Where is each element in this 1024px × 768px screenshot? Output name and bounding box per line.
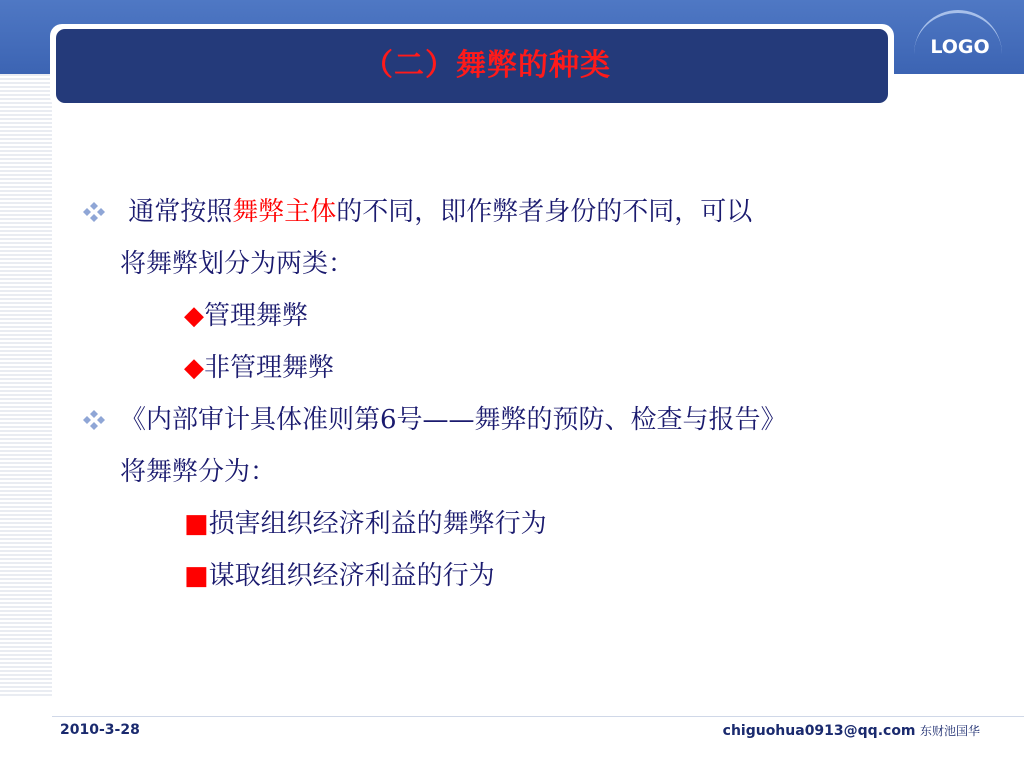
sub-item <box>80 550 980 602</box>
diamond-cluster-icon <box>80 186 110 238</box>
square-marker-icon: ■ <box>184 561 209 591</box>
highlight-text: 舞弊主体 <box>232 197 337 227</box>
bullet-text: 的不同，即作弊者身份的不同，可以 <box>336 197 753 227</box>
sub-item <box>80 498 980 550</box>
square-marker-icon: ■ <box>184 509 209 539</box>
footer-divider <box>52 716 1024 717</box>
sub-item-label: 损害组织经济利益的舞弊行为 <box>208 509 547 539</box>
diamond-cluster-icon <box>80 394 110 446</box>
sub-item <box>80 290 980 342</box>
sub-item <box>80 342 980 394</box>
sub-item-label: 非管理舞弊 <box>204 353 335 383</box>
footer-date: 2010-3-28 <box>60 722 140 738</box>
bullet-line: 将舞弊划分为两类： <box>120 249 355 279</box>
title-box <box>56 29 888 103</box>
sub-item-label: 管理舞弊 <box>204 301 309 331</box>
diamond-marker-icon: ◆ <box>184 301 204 331</box>
footer-email: chiguohua0913@qq.com <box>722 723 916 739</box>
logo-text: LOGO <box>930 36 990 58</box>
left-stripe-decoration <box>0 74 52 696</box>
bullet-line: 将舞弊分为： <box>120 457 277 487</box>
logo <box>910 8 1010 70</box>
bullet-line: 《内部审计具体准则第6号——舞弊的预防、检查与报告》 <box>120 405 787 435</box>
bullet-line <box>120 186 980 238</box>
bullet-item <box>80 394 980 498</box>
bullet-item <box>80 186 980 290</box>
footer-author: 东财池国华 <box>919 724 980 738</box>
slide-title: （二）舞弊的种类 <box>363 48 611 83</box>
slide-content <box>80 186 980 602</box>
bullet-text: 通常按照 <box>128 197 233 227</box>
footer-credit <box>723 722 980 739</box>
diamond-marker-icon: ◆ <box>184 353 204 383</box>
sub-item-label: 谋取组织经济利益的行为 <box>208 561 495 591</box>
